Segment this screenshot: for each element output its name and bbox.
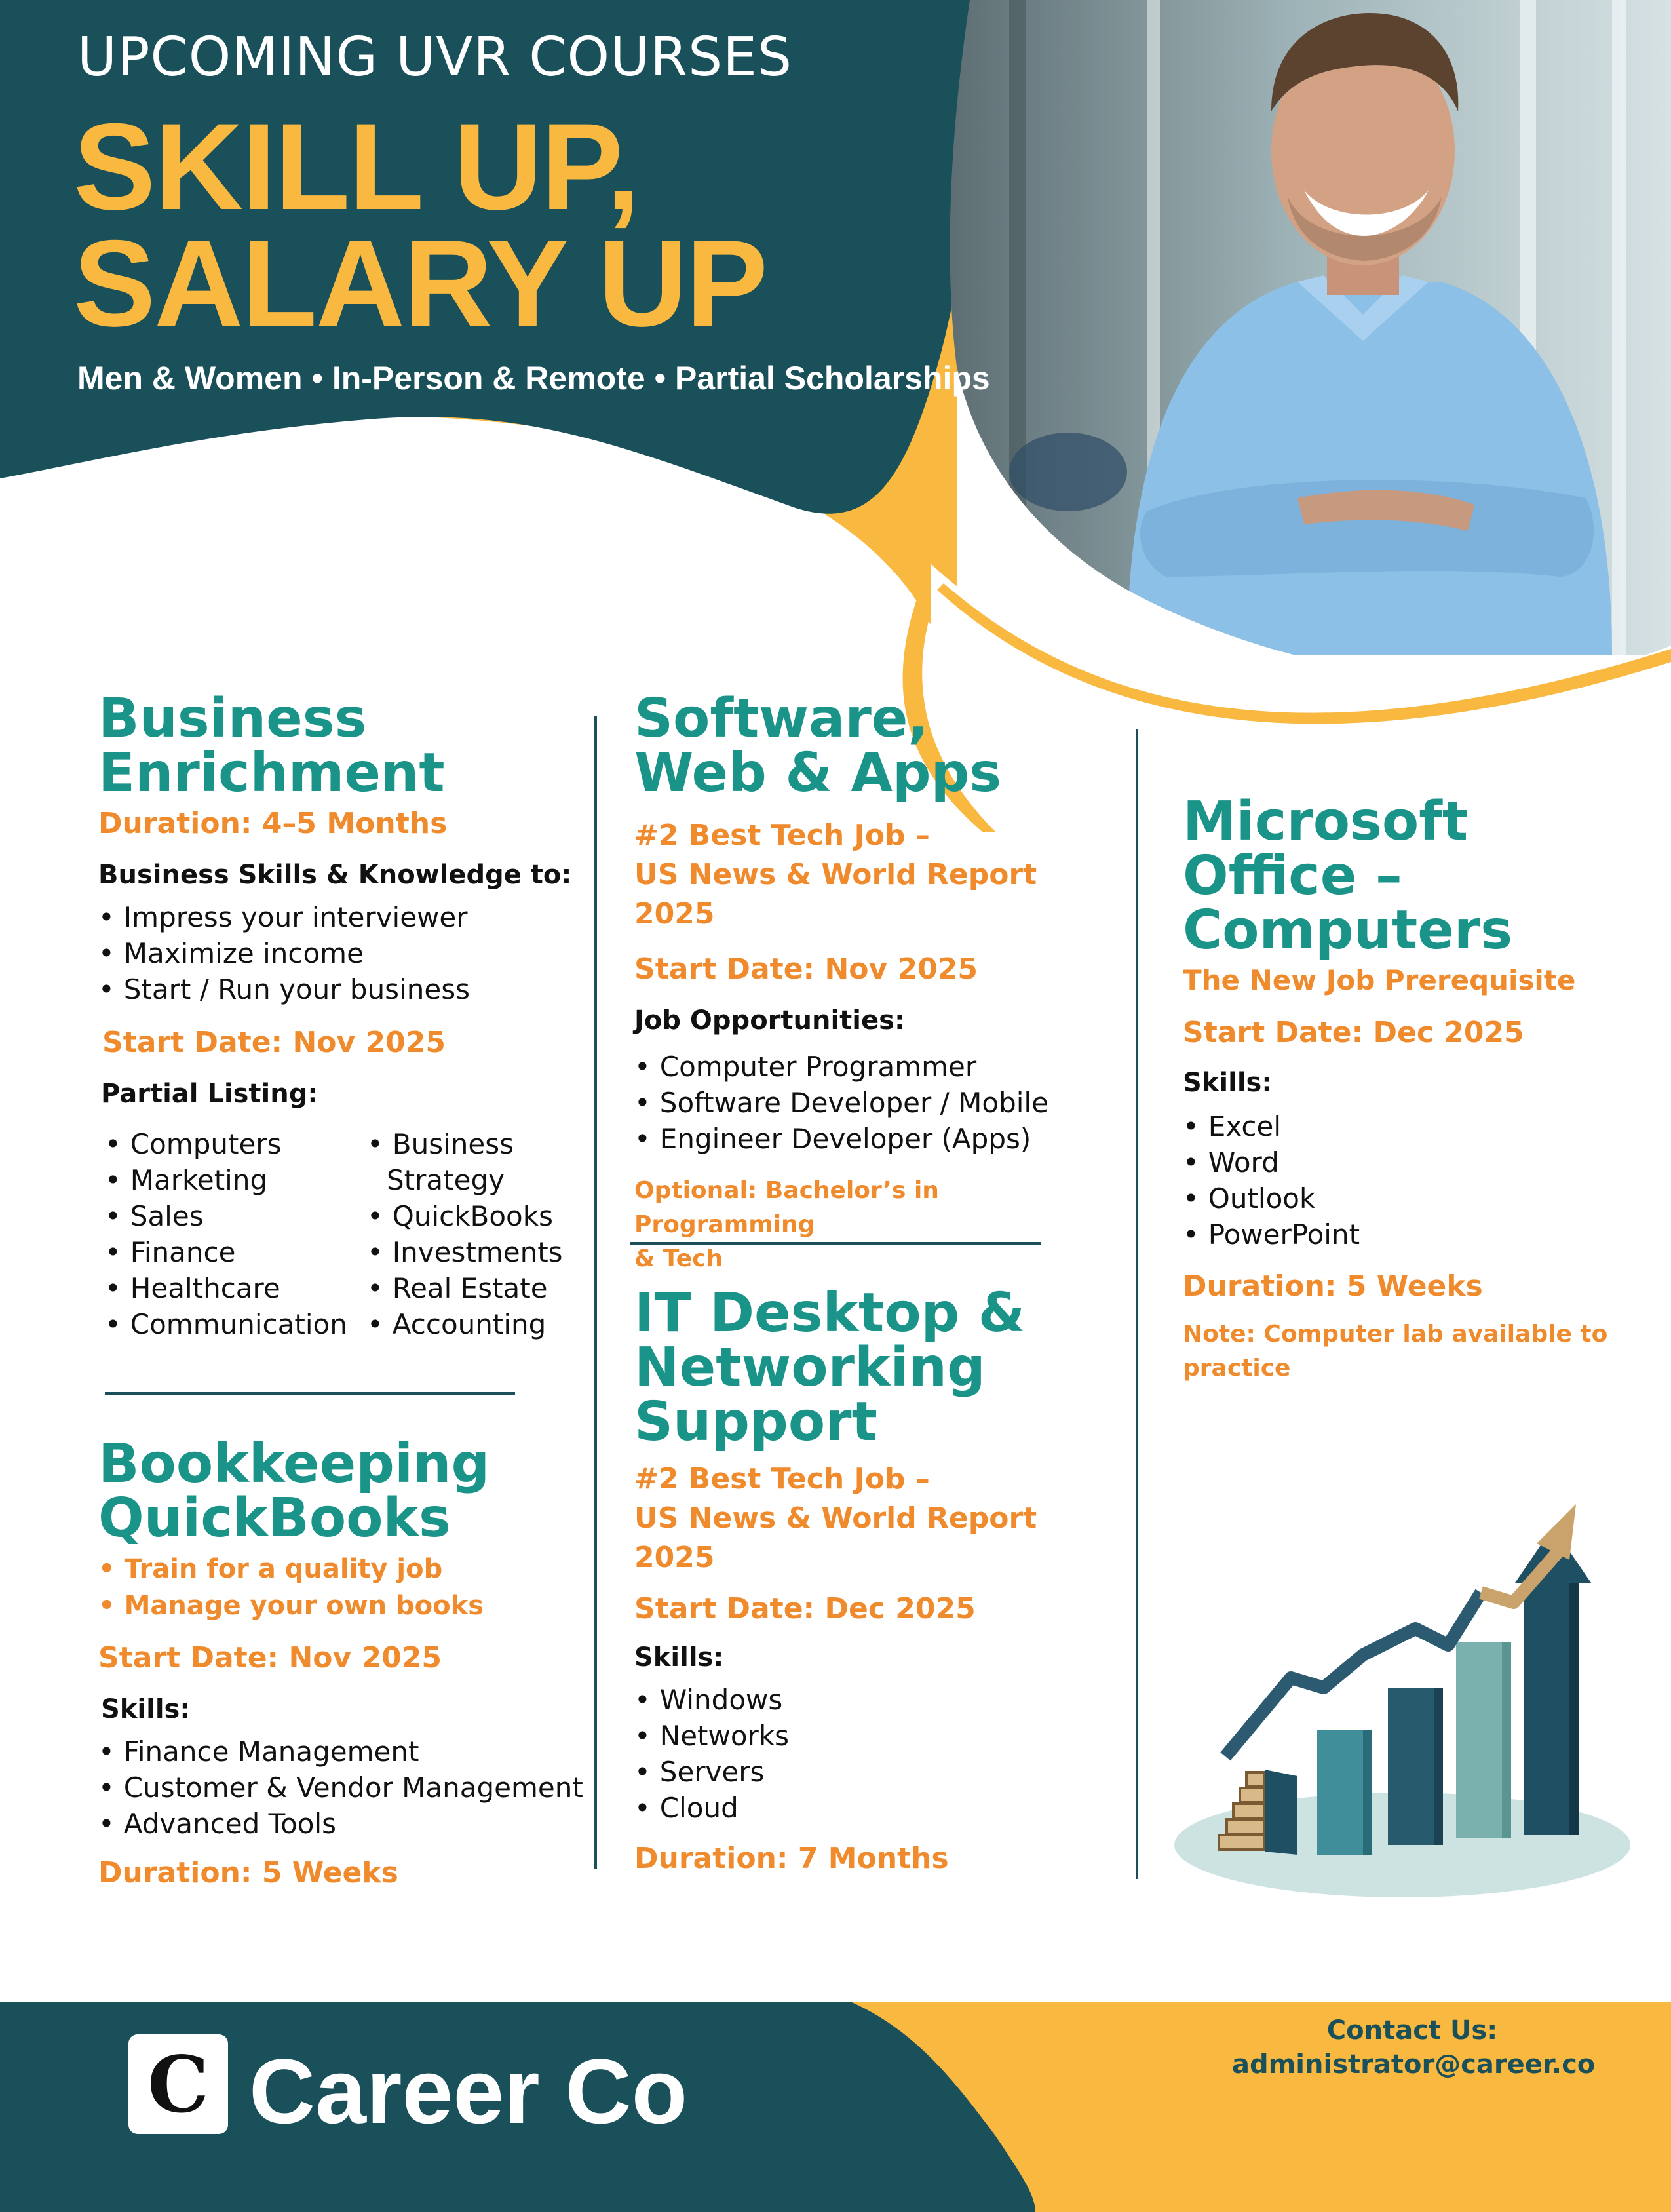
it-start-date: Start Date: Dec 2025 (634, 1592, 976, 1625)
headline-line-1: SKILL UP, (73, 98, 640, 235)
business-skills-list (98, 899, 583, 1007)
microsoft-note-line-1: Note: Computer lab available to (1183, 1321, 1608, 1348)
list-item: • Customer & Vendor Management (98, 1770, 583, 1806)
list-item: • Business (367, 1128, 514, 1160)
column-divider-right (1136, 729, 1138, 1879)
list-item: • Networks (634, 1718, 1119, 1754)
microsoft-skills-heading: Skills: (1183, 1068, 1273, 1098)
list-item: • Engineer Developer (Apps) (634, 1121, 1119, 1157)
list-item: • Windows (634, 1682, 1119, 1718)
list-item: • Start / Run your business (98, 971, 583, 1007)
logo-letter: C (147, 2038, 209, 2130)
business-listing-heading: Partial Listing: (101, 1079, 318, 1109)
bookkeeping-title-line-2: QuickBooks (98, 1487, 451, 1549)
bookkeeping-skills-heading: Skills: (101, 1694, 191, 1724)
bookkeeping-skills-list (98, 1734, 583, 1842)
business-title-line-2: Enrichment (98, 742, 445, 804)
list-item-text: Business (392, 1128, 514, 1160)
bookkeeping-title-line-1: Bookkeeping (98, 1433, 490, 1495)
it-duration: Duration: 7 Months (634, 1842, 949, 1875)
microsoft-title (1183, 790, 1642, 961)
column-divider-left (594, 716, 597, 1869)
list-item: • Real Estate (367, 1270, 563, 1306)
business-listing-col-2-rest (367, 1198, 563, 1342)
it-support-section (634, 1282, 1119, 1875)
microsoft-duration: Duration: 5 Weeks (1183, 1270, 1483, 1303)
brand-name: Career Co (249, 2040, 688, 2143)
software-section (634, 688, 1119, 1276)
tagline: Men & Women • In-Person & Remote • Partial Scholarships (77, 360, 990, 397)
software-note-line-2: & Tech (634, 1245, 723, 1272)
contact-email[interactable]: administrator@career.co (1232, 2049, 1596, 2080)
list-item: • Accounting (367, 1306, 563, 1342)
microsoft-title-line-3: Computers (1183, 899, 1513, 961)
it-skills-heading: Skills: (634, 1642, 724, 1673)
headline (73, 98, 767, 352)
list-item: • Manage your own books (98, 1587, 583, 1624)
list-item: • Word (1183, 1144, 1642, 1180)
microsoft-skills-list (1183, 1108, 1642, 1252)
software-title-line-1: Software, (634, 688, 929, 750)
list-item: • Outlook (1183, 1180, 1642, 1216)
contact-label: Contact Us: (1326, 2015, 1498, 2046)
software-rank (634, 816, 1119, 934)
it-title-line-2: Networking (634, 1336, 986, 1399)
headline-line-2: SALARY UP (73, 214, 767, 352)
list-item: • Sales (105, 1198, 367, 1234)
microsoft-subtitle: The New Job Prerequisite (1183, 964, 1576, 996)
list-item: • Finance (105, 1234, 367, 1270)
software-note (634, 1174, 1119, 1276)
software-title (634, 688, 1119, 804)
it-rank-line-2: US News & World Report 2025 (634, 1502, 1037, 1574)
software-jobs-list (634, 1049, 1119, 1157)
list-item: • Investments (367, 1234, 563, 1270)
microsoft-start-date: Start Date: Dec 2025 (1183, 1016, 1524, 1049)
it-rank (634, 1460, 1119, 1578)
it-title-line-3: Support (634, 1391, 877, 1453)
list-item-continuation: Strategy (387, 1164, 505, 1196)
business-skills-heading: Business Skills & Knowledge to: (98, 860, 572, 890)
software-rank-line-2: US News & World Report 2025 (634, 858, 1037, 931)
business-listing-col-2 (367, 1126, 563, 1342)
microsoft-note-line-2: practice (1183, 1355, 1291, 1382)
it-title (634, 1282, 1119, 1453)
microsoft-office-section (1183, 790, 1642, 1386)
list-item: • Servers (634, 1754, 1119, 1790)
list-item: • PowerPoint (1183, 1216, 1642, 1252)
software-jobs-heading: Job Opportunities: (634, 1005, 905, 1036)
software-rank-line-1: #2 Best Tech Job – (634, 819, 930, 852)
list-item: • Advanced Tools (98, 1806, 583, 1842)
list-item: • Cloud (634, 1790, 1119, 1826)
list-item: • Healthcare (105, 1270, 367, 1306)
eyebrow-heading: UPCOMING UVR COURSES (77, 26, 793, 88)
list-item: • Marketing (105, 1162, 367, 1198)
list-item: • Impress your interviewer (98, 899, 583, 935)
it-skills-list (634, 1682, 1119, 1826)
business-listing (105, 1126, 583, 1342)
smiling-man-photo (931, 0, 1671, 655)
bookkeeping-start-date: Start Date: Nov 2025 (98, 1641, 442, 1675)
software-title-line-2: Web & Apps (634, 742, 1002, 804)
list-item: • Software Developer / Mobile (634, 1085, 1119, 1121)
bookkeeping-title (98, 1433, 583, 1549)
logo (128, 2034, 228, 2134)
list-item: • QuickBooks (367, 1198, 563, 1234)
contact-block (1232, 2013, 1596, 2082)
growth-chart-illustration (1166, 1488, 1638, 1907)
it-title-line-1: IT Desktop & (634, 1282, 1026, 1344)
business-title-line-1: Business (98, 688, 367, 750)
business-start-date: Start Date: Nov 2025 (102, 1026, 446, 1059)
business-duration: Duration: 4–5 Months (98, 807, 448, 840)
software-note-line-1: Optional: Bachelor’s in Programming (634, 1177, 939, 1238)
list-item: • Finance Management (98, 1734, 583, 1770)
section-divider-left (105, 1392, 515, 1395)
microsoft-title-line-1: Microsoft (1183, 790, 1469, 853)
bookkeeping-highlights (98, 1551, 583, 1624)
bookkeeping-duration: Duration: 5 Weeks (98, 1856, 398, 1890)
list-item: • Computers (105, 1126, 367, 1162)
software-start-date: Start Date: Nov 2025 (634, 952, 978, 986)
list-item: • Excel (1183, 1108, 1642, 1144)
business-listing-col-1 (105, 1126, 367, 1342)
bookkeeping-section (98, 1433, 583, 1890)
business-enrichment-section (98, 688, 583, 1342)
list-item: • Maximize income (98, 935, 583, 971)
business-title (98, 688, 583, 804)
list-item: • Train for a quality job (98, 1551, 583, 1587)
list-item: • Computer Programmer (634, 1049, 1119, 1085)
microsoft-note (1183, 1317, 1642, 1386)
microsoft-title-line-2: Office – (1183, 845, 1402, 907)
list-item: • Communication (105, 1306, 367, 1342)
it-rank-line-1: #2 Best Tech Job – (634, 1462, 930, 1496)
